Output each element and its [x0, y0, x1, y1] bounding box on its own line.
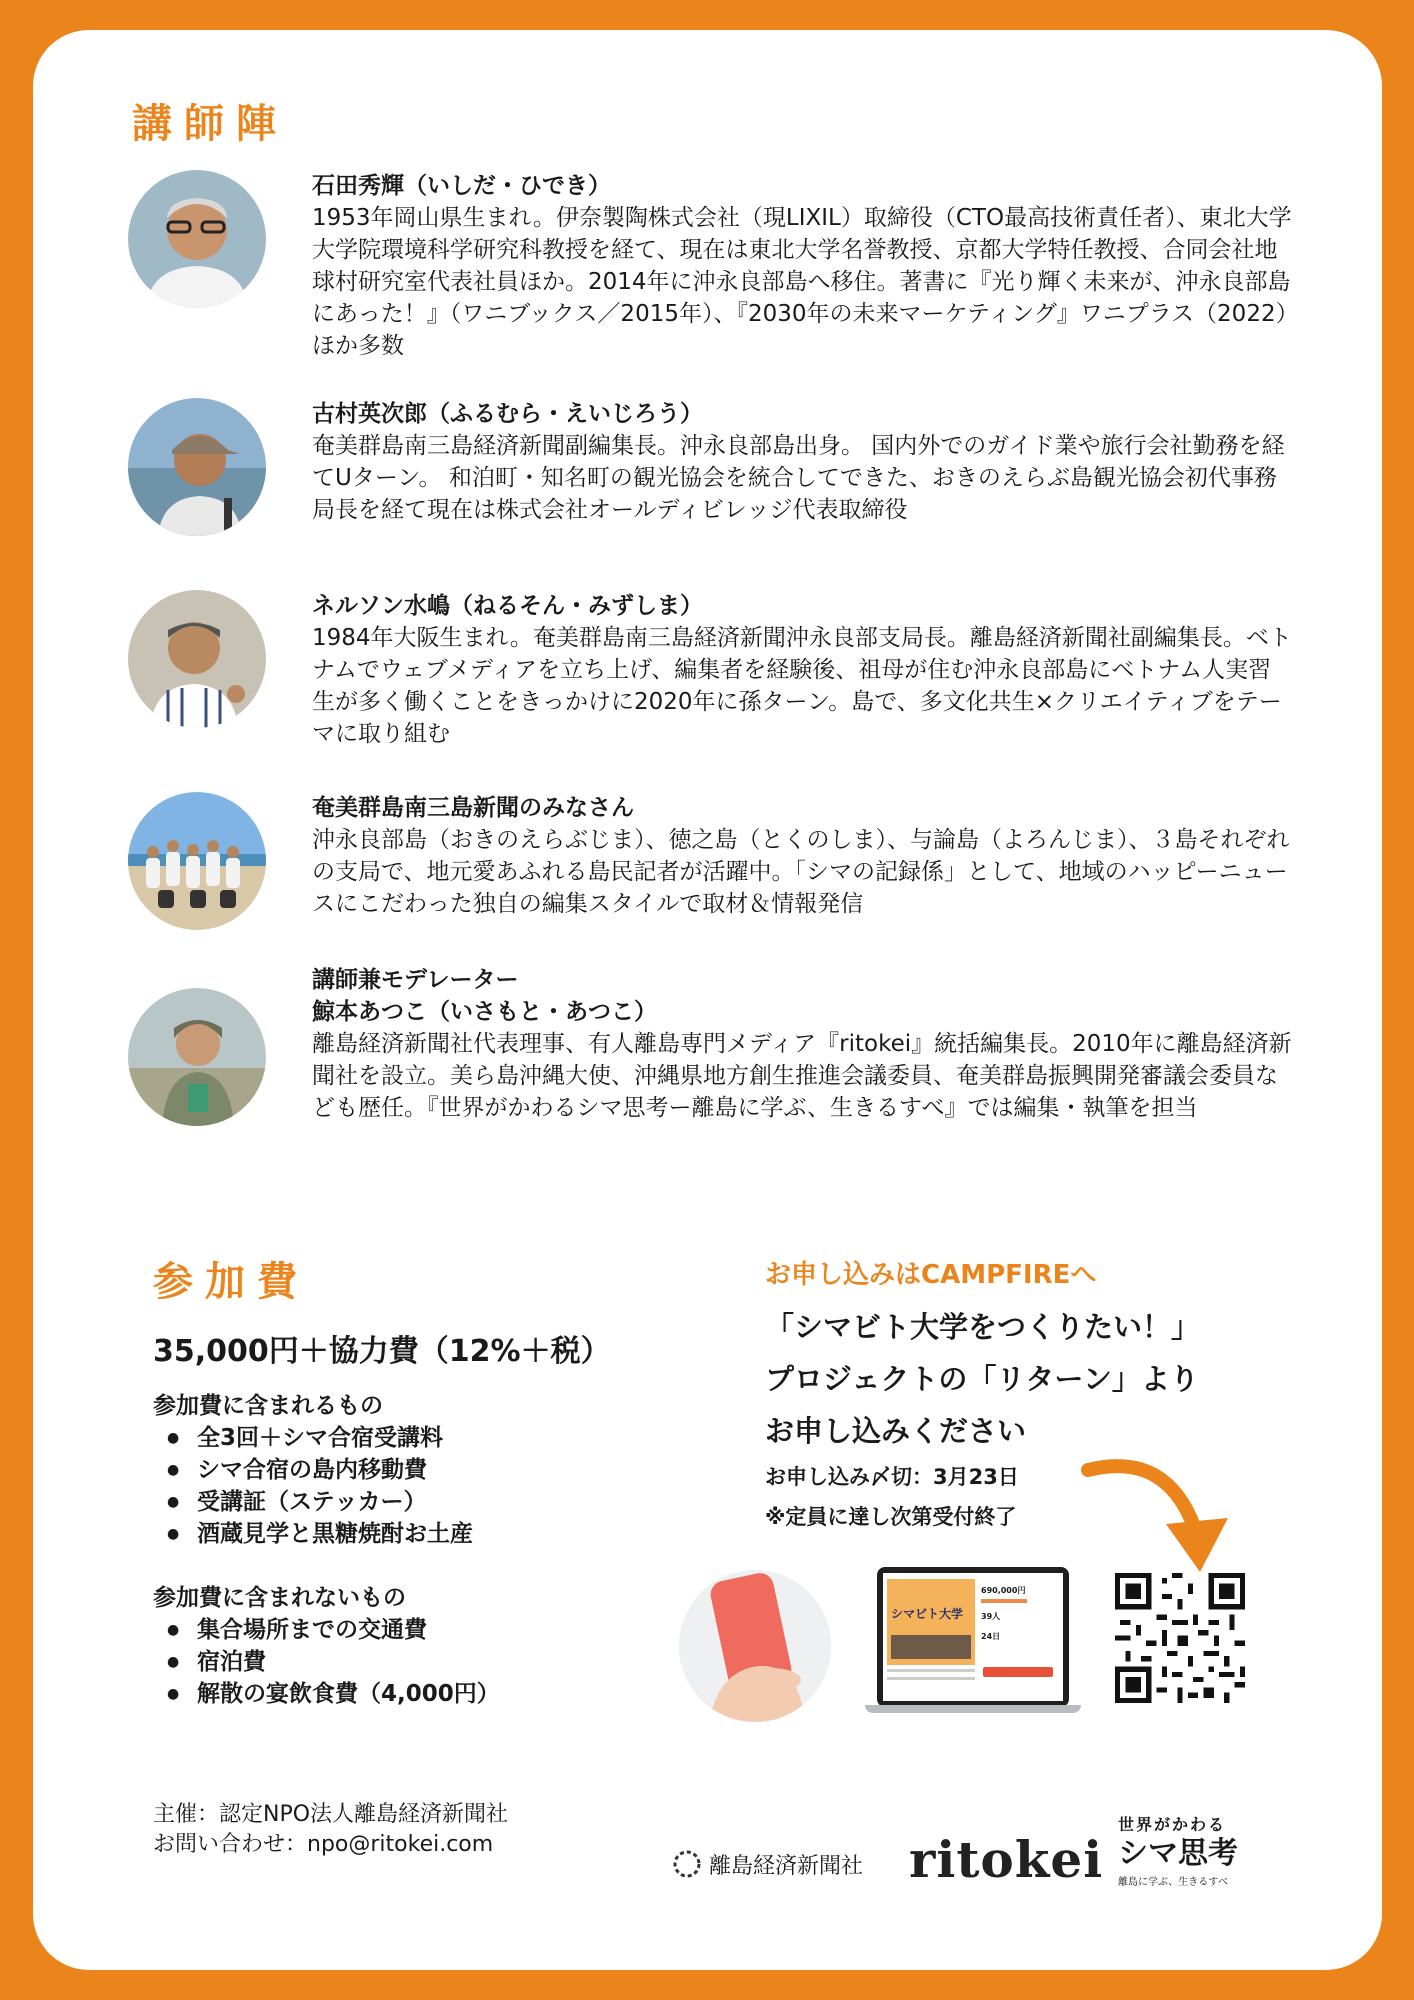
footer-info [153, 1800, 508, 1860]
book-logo-top: 世界がかわる [1118, 1815, 1227, 1834]
fee-included-heading: 参加費に含まれるもの [153, 1393, 383, 1419]
speaker-role: 講師兼モデレーター [312, 967, 519, 993]
apply-line: 「シマビト大学をつくりたい！」 [765, 1310, 1201, 1344]
speaker-bio: 離島経済新聞社代表理事、有人離島専門メディア『ritokei』統括編集長。2010年に離島経済新聞社を設立。美ら島沖縄大使、沖縄県地方創生推進会議委員、奄美群島振興開発審議会委員なども歴任。『世界がかわるシマ思考ー離島に学ぶ、生きるすべ』では編集・執筆を担当 [312, 1031, 1292, 1121]
org-logo-text: 離島経済新聞社 [709, 1853, 864, 1879]
organizer-text: 主催：認定NPO法人離島経済新聞社 [153, 1802, 509, 1827]
screen-headline: シマビト大学 [891, 1607, 964, 1621]
list-item: ● 酒蔵見学と黒糖焼酎お土産 [153, 1518, 713, 1550]
speaker-name: 奄美群島南三島新聞のみなさん [312, 795, 634, 821]
qr-code[interactable] [1115, 1573, 1245, 1703]
book-logo [1118, 1812, 1258, 1888]
laptop-screen [883, 1573, 1063, 1701]
apply-note: ※定員に達し次第受付終了 [765, 1505, 1017, 1529]
fee-included [153, 1390, 713, 1550]
list-item: ● 集合場所までの交通費 [153, 1614, 713, 1646]
list-item: ● 宿泊費 [153, 1646, 713, 1678]
speaker-photo-furumura [128, 398, 266, 536]
arrow-icon [1078, 1440, 1248, 1590]
apply-heading: お申し込みはCAMPFIREへ [765, 1260, 1097, 1290]
speaker-photo-nelson [128, 590, 266, 728]
screen-amount: 690,000円 [981, 1586, 1026, 1595]
fee-amount: 35,000円＋協力費（12%＋税） [153, 1334, 611, 1369]
fee-excluded-list [153, 1614, 713, 1710]
laptop-mockup [865, 1567, 1081, 1717]
book-logo-sub: 離島に学ぶ、生きるすべ [1118, 1877, 1228, 1888]
list-item: ● 解散の宴飲食費（4,000円） [153, 1678, 713, 1710]
speaker-bio: 奄美群島南三島経済新聞副編集長。沖永良部島出身。 国内外でのガイド業や旅行会社勤務を経てUターン。 和泊町・知名町の観光協会を統合してできた、おきのえらぶ島観光協会初代事務局長を経て現在は株式会社オールディビレッジ代表取締役 [312, 433, 1285, 523]
screen-supporters: 39人 [981, 1612, 1001, 1621]
fee-excluded [153, 1582, 713, 1710]
speaker-bio: 沖永良部島（おきのえらぶじま）、徳之島（とくのしま）、与論島（よろんじま）、３島それぞれの支局で、地元愛あふれる島民記者が活躍中。「シマの記録係」として、地域のハッピーニュースにこだわった独自の編集スタイルで取材＆情報発信 [312, 827, 1290, 917]
fee-title: 参加費 [153, 1259, 309, 1305]
speaker-name: 古村英次郎（ふるむら・えいじろう） [312, 401, 703, 427]
apply-deadline: お申し込み〆切：3月23日 [765, 1465, 1019, 1489]
apply-line: プロジェクトの「リターン」より [765, 1362, 1199, 1396]
flyer-card [33, 30, 1382, 1970]
phone-photo [679, 1570, 831, 1722]
ring-logo-icon [671, 1848, 703, 1880]
speaker-bio: 1953年岡山県生まれ。伊奈製陶株式会社（現LIXIL）取締役（CTO最高技術責任者）、東北大学大学院環境科学研究科教授を経て、現在は東北大学名誉教授、京都大学特任教授、合同会社地球村研究室代表社員ほか。2014年に沖永良部島へ移住。著書に『光り輝く未来が、沖永良部島にあった！』（ワニブックス／2015年）、『2030年の未来マーケティング』ワニプラス（2022）ほか多数 [312, 205, 1292, 359]
speaker-photo-group [128, 792, 266, 930]
speaker-photo-isamoto [128, 988, 266, 1126]
speaker-name: 石田秀輝（いしだ・ひでき） [312, 173, 611, 199]
org-logo [671, 1848, 863, 1880]
list-item: ● 全3回＋シマ合宿受講料 [153, 1422, 713, 1454]
screen-days: 24日 [981, 1632, 1001, 1641]
fee-included-list [153, 1422, 713, 1550]
speaker-name: ネルソン水嶋（ねるそん・みずしま） [312, 593, 703, 619]
apply-line: お申し込みください [765, 1414, 1027, 1448]
speakers-title: 講師陣 [132, 101, 288, 147]
list-item: ● 受講証（ステッカー） [153, 1486, 713, 1518]
contact-text: お問い合わせ：npo@ritokei.com [153, 1832, 494, 1857]
ritokei-logo: ritokei [909, 1830, 1104, 1889]
speaker-name: 鯨本あつこ（いさもと・あつこ） [312, 999, 657, 1025]
fee-excluded-heading: 参加費に含まれないもの [153, 1585, 406, 1611]
book-logo-main: シマ思考 [1118, 1836, 1238, 1871]
list-item: ● シマ合宿の島内移動費 [153, 1454, 713, 1486]
speaker-photo-ishida [128, 170, 266, 308]
speaker-bio: 1984年大阪生まれ。奄美群島南三島経済新聞沖永良部支局長。離島経済新聞社副編集長。ベトナムでウェブメディアを立ち上げ、編集者を経験後、祖母が住む沖永良部島にベトナム人実習生が多く働くことをきっかけに2020年に孫ターン。島で、多文化共生×クリエイティブをテーマに取り組む [312, 625, 1292, 747]
